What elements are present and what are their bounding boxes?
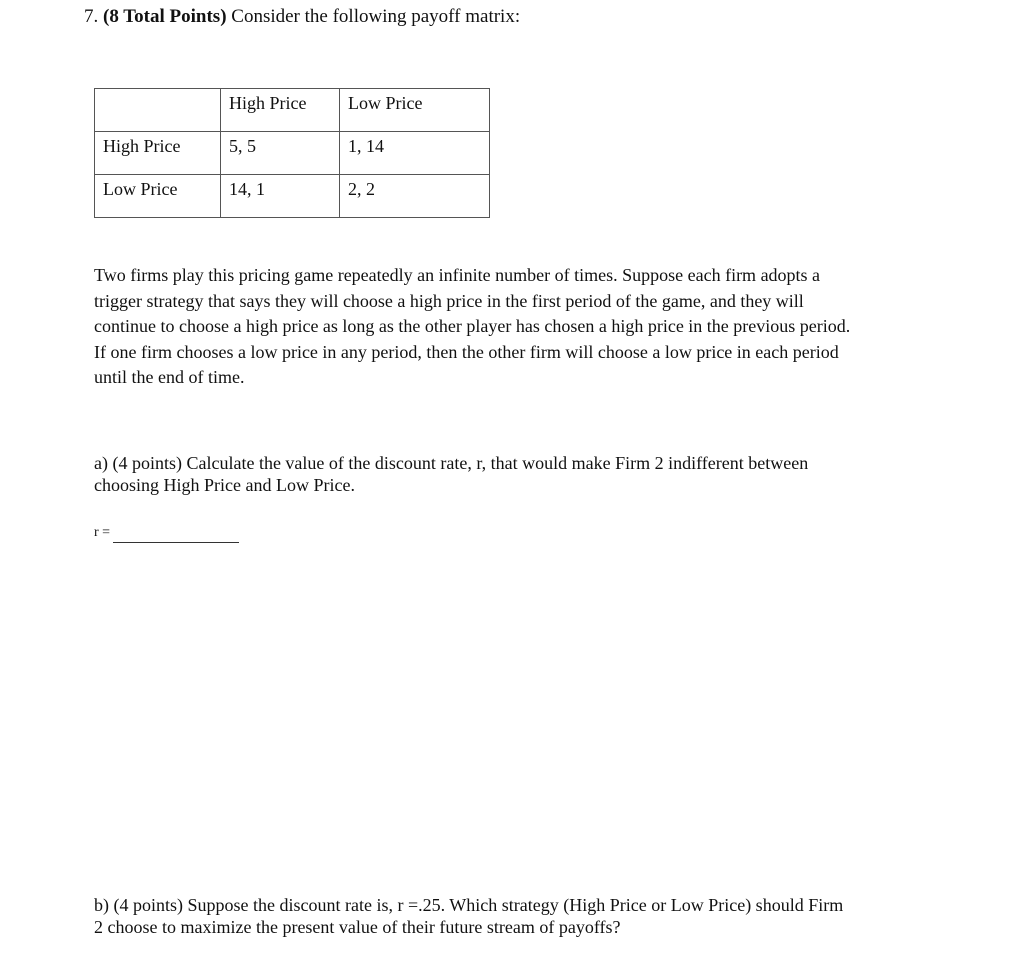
part-a-line: a) (4 points) Calculate the value of the discount rate, r, that would make Firm 2 indifferent between bbox=[94, 453, 809, 473]
question-title bbox=[84, 5, 520, 29]
part-b-line: b) (4 points) Suppose the discount rate is, r =.25. Which strategy (High Price or Low Price) should Firm bbox=[94, 895, 844, 915]
answer-blank-line[interactable] bbox=[113, 524, 239, 543]
question-points: (8 Total Points) bbox=[103, 6, 227, 27]
question-intro: Consider the following payoff matrix: bbox=[231, 6, 521, 27]
description-line: until the end of time. bbox=[94, 367, 245, 388]
matrix-row-label: Low Price bbox=[95, 175, 221, 218]
part-a-line: choosing High Price and Low Price. bbox=[94, 475, 355, 495]
matrix-corner-cell bbox=[95, 89, 221, 132]
matrix-row-low-price bbox=[95, 175, 490, 218]
description-line: trigger strategy that says they will choose a high price in the first period of the game, and they will bbox=[94, 290, 804, 311]
game-description bbox=[94, 263, 924, 391]
description-line: continue to choose a high price as long as the other player has chosen a high price in the previous period. bbox=[94, 316, 851, 337]
description-line: Two firms play this pricing game repeatedly an infinite number of times. Suppose each firm adopts a bbox=[94, 265, 821, 285]
matrix-cell: 1, 14 bbox=[340, 132, 490, 175]
matrix-cell: 5, 5 bbox=[221, 132, 340, 175]
matrix-cell: 2, 2 bbox=[340, 175, 490, 218]
part-a-question bbox=[94, 452, 808, 496]
matrix-row-label: High Price bbox=[95, 132, 221, 175]
payoff-matrix bbox=[94, 88, 490, 218]
matrix-header-low-price: Low Price bbox=[340, 89, 490, 132]
matrix-header-row bbox=[95, 89, 490, 132]
part-b-line: 2 choose to maximize the present value of their future stream of payoffs? bbox=[94, 917, 621, 937]
matrix-header-high-price: High Price bbox=[221, 89, 340, 132]
matrix-cell: 14, 1 bbox=[221, 175, 340, 218]
part-a-answer-row bbox=[94, 524, 239, 543]
part-b-question bbox=[94, 894, 843, 938]
question-number: 7. bbox=[84, 6, 99, 27]
answer-label: r = bbox=[94, 525, 111, 540]
matrix-row-high-price bbox=[95, 132, 490, 175]
description-line: If one firm chooses a low price in any period, then the other firm will choose a low price in each period bbox=[94, 341, 839, 362]
